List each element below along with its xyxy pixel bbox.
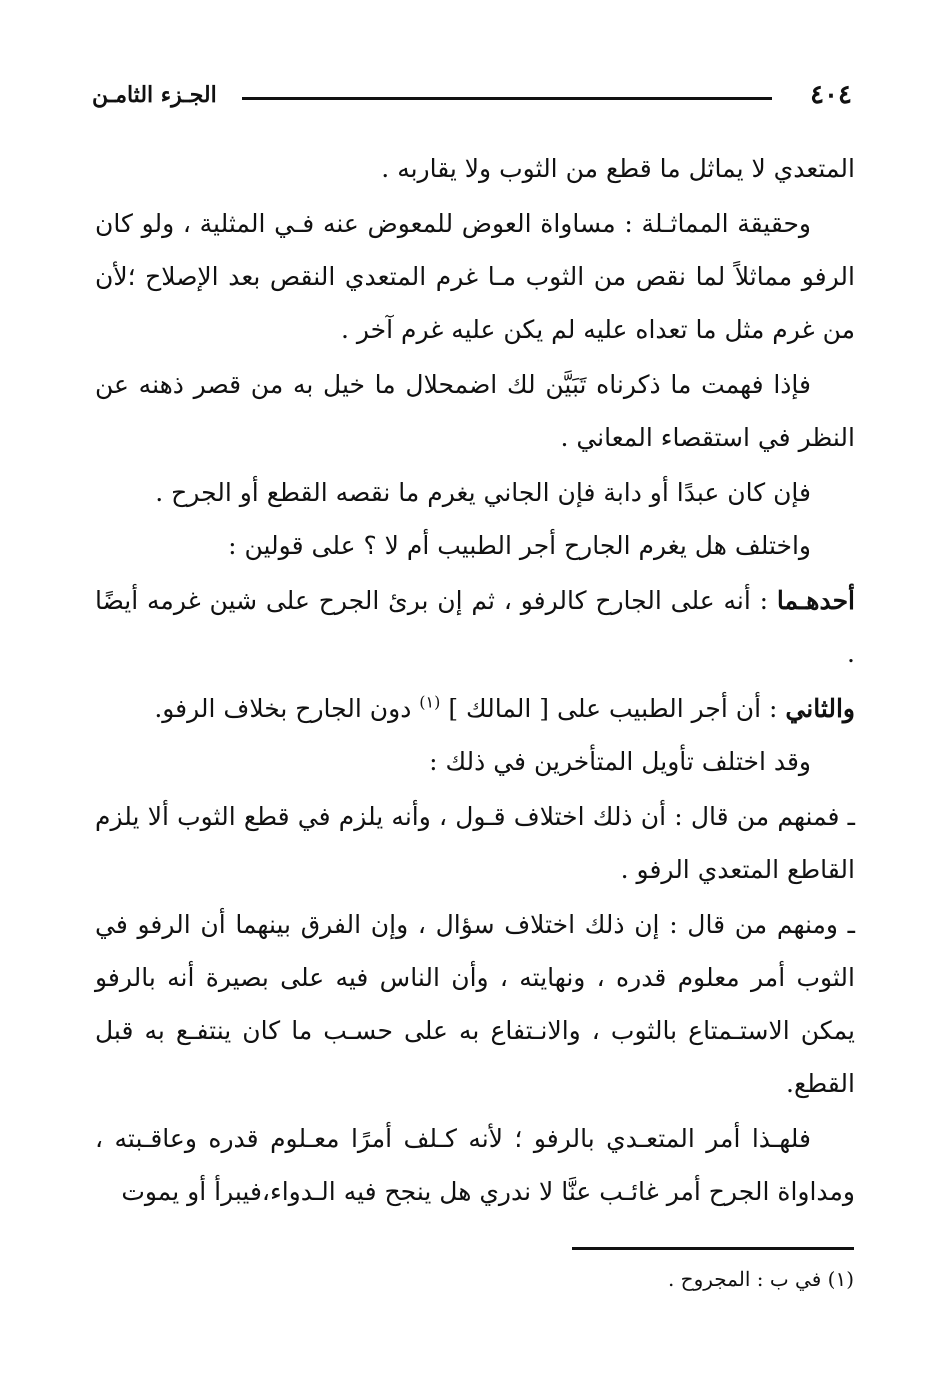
paragraph-1: المتعدي لا يماثل ما قطع من الثوب ولا يقاربه . [381,154,855,183]
paragraph-7-tail: دون الجارح بخلاف الرفو. [154,694,420,723]
body-text [95,142,855,1218]
page-header [92,80,852,120]
paragraph-7 [95,682,855,735]
paragraph-6-lead: أحدهـما [776,586,855,615]
paragraph-7-lead: والثاني [785,694,855,723]
paragraph-9: ـ فمنهم من قال : أن ذلك اختلاف قـول ، وأنه يلزم في قطع الثوب ألا يلزم القاطع المتعدي الرفو . [95,802,855,884]
paragraph-11: فلهـذا أمر المتعـدي بالرفو ؛ لأنه كـلف أمرًا معـلوم قدره وعاقـبته ، ومداواة الجرح أمر غائـب عنَّا لا ندري هل ينجح فيه الـدواء،فيبرأ أو يموت [95,1124,855,1206]
header-rule [242,97,772,100]
paragraph-6-text: : أنه على الجارح كالرفو ، ثم إن برئ الجرح على شين غرمه أيضًا . [95,586,855,668]
footnote-rule [572,1247,854,1250]
running-title: الجـزء الثامـن [92,82,217,108]
paragraph-5: واختلف هل يغرم الجارح أجر الطبيب أم لا ؟ على قولين : [228,531,811,560]
footnote-ref: (١) [419,692,441,712]
paragraph-6 [95,574,855,680]
paragraph-7-text: : أن أجر الطبيب على [ المالك ] [440,694,786,723]
paragraph-2: وحقيقة المماثـلة : مساواة العوض للمعوض عنه فـي المثلية ، ولو كان الرفو مماثلاً لما نقص من الثوب مـا غرم المتعدي النقص بعد الإصلاح ؛لأن من غرم مثل ما تعداه عليه لم يكن عليه غرم آخر . [95,209,855,344]
paragraph-3: فإذا فهمت ما ذكرناه تَبَيَّن لك اضمحلال ما خيل به من قصر ذهنه عن النظر في استقصاء المعاني . [95,370,855,452]
paragraph-4: فإن كان عبدًا أو دابة فإن الجاني يغرم ما نقصه القطع أو الجرح . [155,478,811,507]
paragraph-8: وقد اختلف تأويل المتأخرين في ذلك : [429,747,811,776]
footnote: (١) في ب : المجروح . [667,1267,854,1291]
page-number: ٤٠٤ [810,80,852,110]
paragraph-10: ـ ومنهم من قال : إن ذلك اختلاف سؤال ، وإن الفرق بينهما أن الرفو في الثوب أمر معلوم قدره ، ونهايته ، وأن الناس فيه على بصيرة أنه بالرفو يمكن الاستـمتاع بالثوب ، والانـتفاع به على حسـب ما كان ينتفـع به قبل القطع. [95,910,855,1098]
